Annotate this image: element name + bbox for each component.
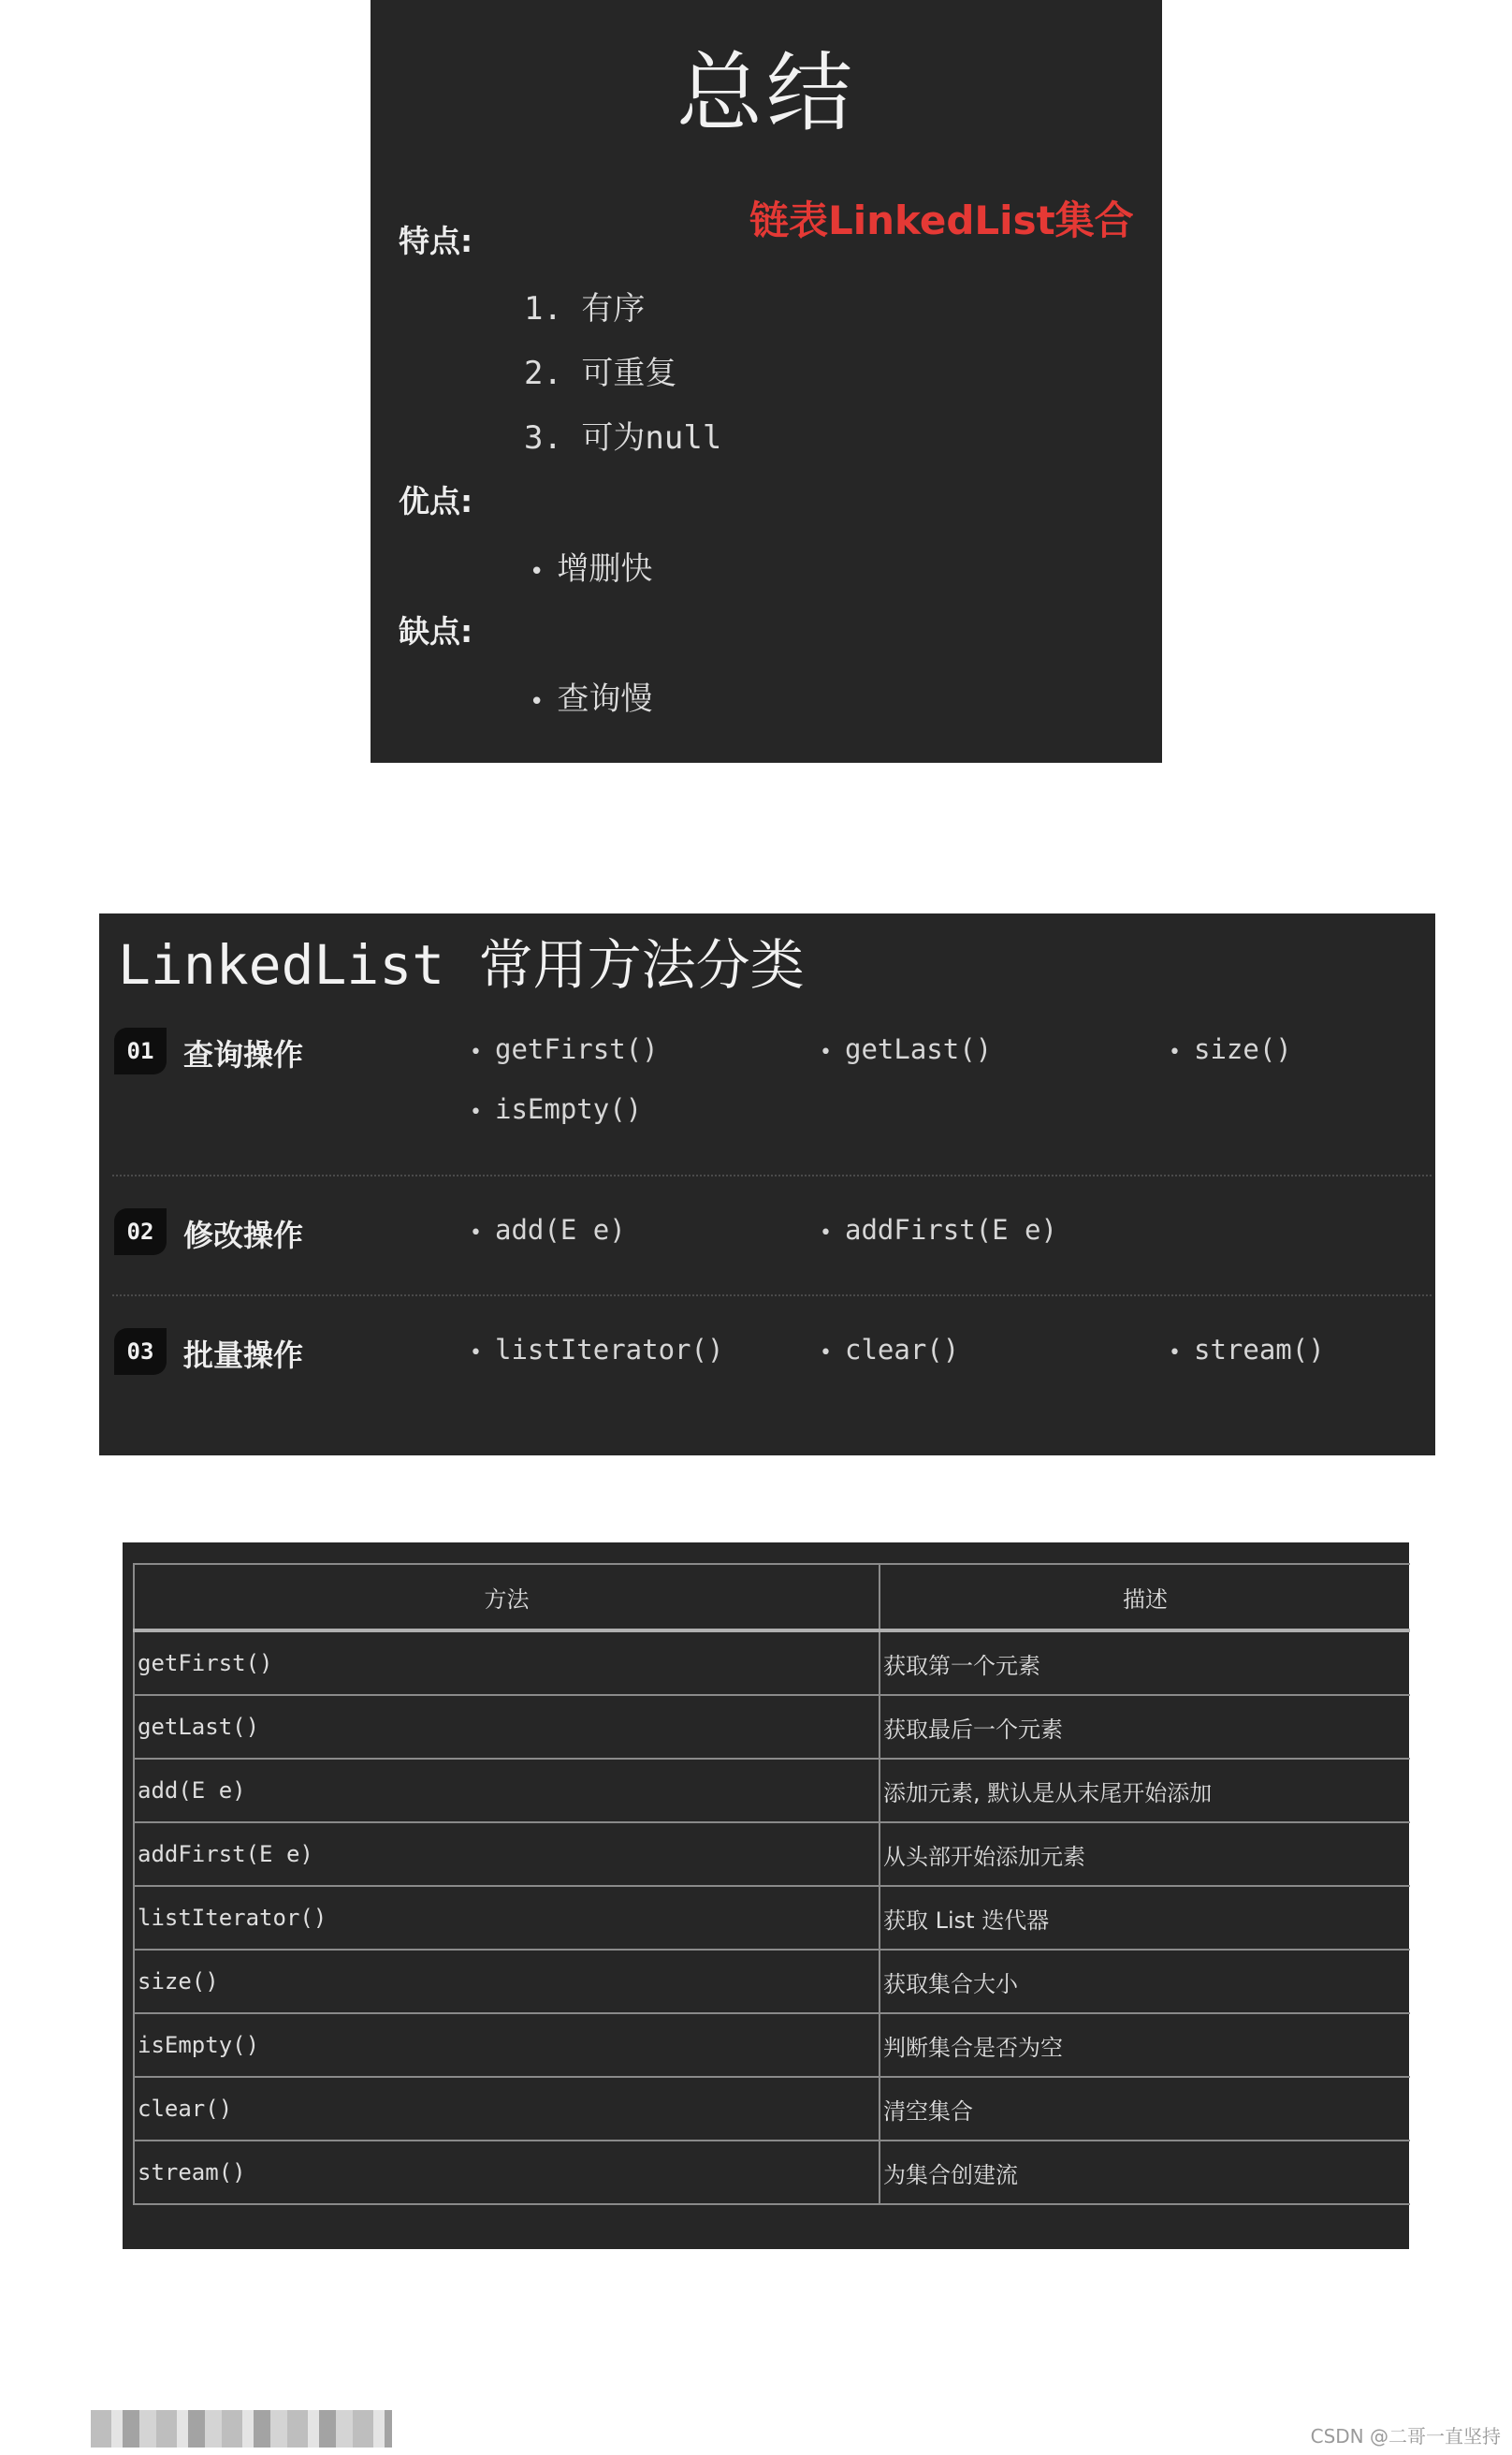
description-cell: 获取第一个元素: [880, 1630, 1410, 1695]
pros-text: 增删快: [557, 550, 653, 588]
pros-label: 优点:: [399, 483, 473, 519]
row-divider: [112, 1294, 1432, 1296]
row-divider: [112, 1175, 1432, 1176]
pros-item: [530, 543, 652, 589]
method-cell: isEmpty(): [134, 2013, 880, 2077]
method-item: • getLast(): [820, 1033, 993, 1065]
slide-title: 总结: [676, 43, 856, 143]
title-class-name: LinkedList: [118, 933, 445, 997]
method-cell: clear(): [134, 2077, 880, 2141]
cons-label: 缺点:: [399, 613, 473, 650]
category-name: 查询操作: [183, 1037, 304, 1073]
methods-table: [133, 1563, 1410, 2205]
table-row: [134, 2013, 1410, 2077]
method-cell: getLast(): [134, 1695, 880, 1759]
method-cell: size(): [134, 1950, 880, 2013]
bullet-icon: •: [530, 558, 545, 586]
method-item: • addFirst(E e): [820, 1214, 1057, 1246]
table-header-row: [134, 1564, 1410, 1630]
category-number-badge: 03: [114, 1328, 167, 1375]
description-cell: 判断集合是否为空: [880, 2013, 1410, 2077]
title-text: 常用方法分类: [478, 933, 805, 997]
method-item: • isEmpty(): [470, 1093, 643, 1125]
category-name: 批量操作: [183, 1337, 304, 1373]
description-cell: 获取集合大小: [880, 1950, 1410, 2013]
description-cell: 添加元素, 默认是从末尾开始添加: [880, 1759, 1410, 1822]
cons-text: 查询慢: [557, 680, 653, 718]
method-cell: getFirst(): [134, 1630, 880, 1695]
features-label: 特点:: [399, 223, 473, 259]
table-row: [134, 2141, 1410, 2204]
method-item: • size(): [1169, 1033, 1292, 1065]
column-header-method: 方法: [134, 1564, 880, 1630]
categories-title: [118, 921, 805, 1000]
methods-table-panel: [123, 1542, 1409, 2249]
description-cell: 为集合创建流: [880, 2141, 1410, 2204]
method-cell: add(E e): [134, 1759, 880, 1822]
method-item: • stream(): [1169, 1334, 1325, 1366]
description-cell: 获取 List 迭代器: [880, 1886, 1410, 1950]
feature-item: 3. 可为null: [524, 419, 722, 457]
method-categories-slide: [99, 913, 1435, 1455]
table-row: [134, 1759, 1410, 1822]
method-item: • add(E e): [470, 1214, 626, 1246]
table-row: [134, 2077, 1410, 2141]
category-name: 修改操作: [183, 1218, 304, 1253]
table-row: [134, 1886, 1410, 1950]
summary-slide: [371, 0, 1162, 763]
bullet-icon: •: [530, 688, 545, 716]
description-cell: 从头部开始添加元素: [880, 1822, 1410, 1886]
category-row-modify: [99, 1208, 1435, 1274]
method-item: • getFirst(): [470, 1033, 659, 1065]
method-item: • listIterator(): [470, 1334, 724, 1366]
feature-item: 1. 有序: [524, 290, 646, 328]
description-cell: 获取最后一个元素: [880, 1695, 1410, 1759]
method-cell: addFirst(E e): [134, 1822, 880, 1886]
table-row: [134, 1695, 1410, 1759]
column-header-description: 描述: [880, 1564, 1410, 1630]
method-cell: stream(): [134, 2141, 880, 2204]
csdn-watermark: CSDN @二哥一直坚持: [1310, 2425, 1501, 2448]
category-number-badge: 01: [114, 1028, 167, 1074]
category-number-badge: 02: [114, 1208, 167, 1255]
description-cell: 清空集合: [880, 2077, 1410, 2141]
method-cell: listIterator(): [134, 1886, 880, 1950]
blurred-signature-image: [91, 2410, 392, 2448]
table-row: [134, 1822, 1410, 1886]
slide-subtitle: 链表LinkedList集合: [749, 197, 1134, 243]
method-item: • clear(): [820, 1334, 960, 1366]
table-row: [134, 1630, 1410, 1695]
category-row-batch: [99, 1328, 1435, 1394]
table-row: [134, 1950, 1410, 2013]
cons-item: [530, 673, 652, 719]
category-row-query: [99, 1028, 1435, 1149]
feature-item: 2. 可重复: [524, 355, 677, 392]
